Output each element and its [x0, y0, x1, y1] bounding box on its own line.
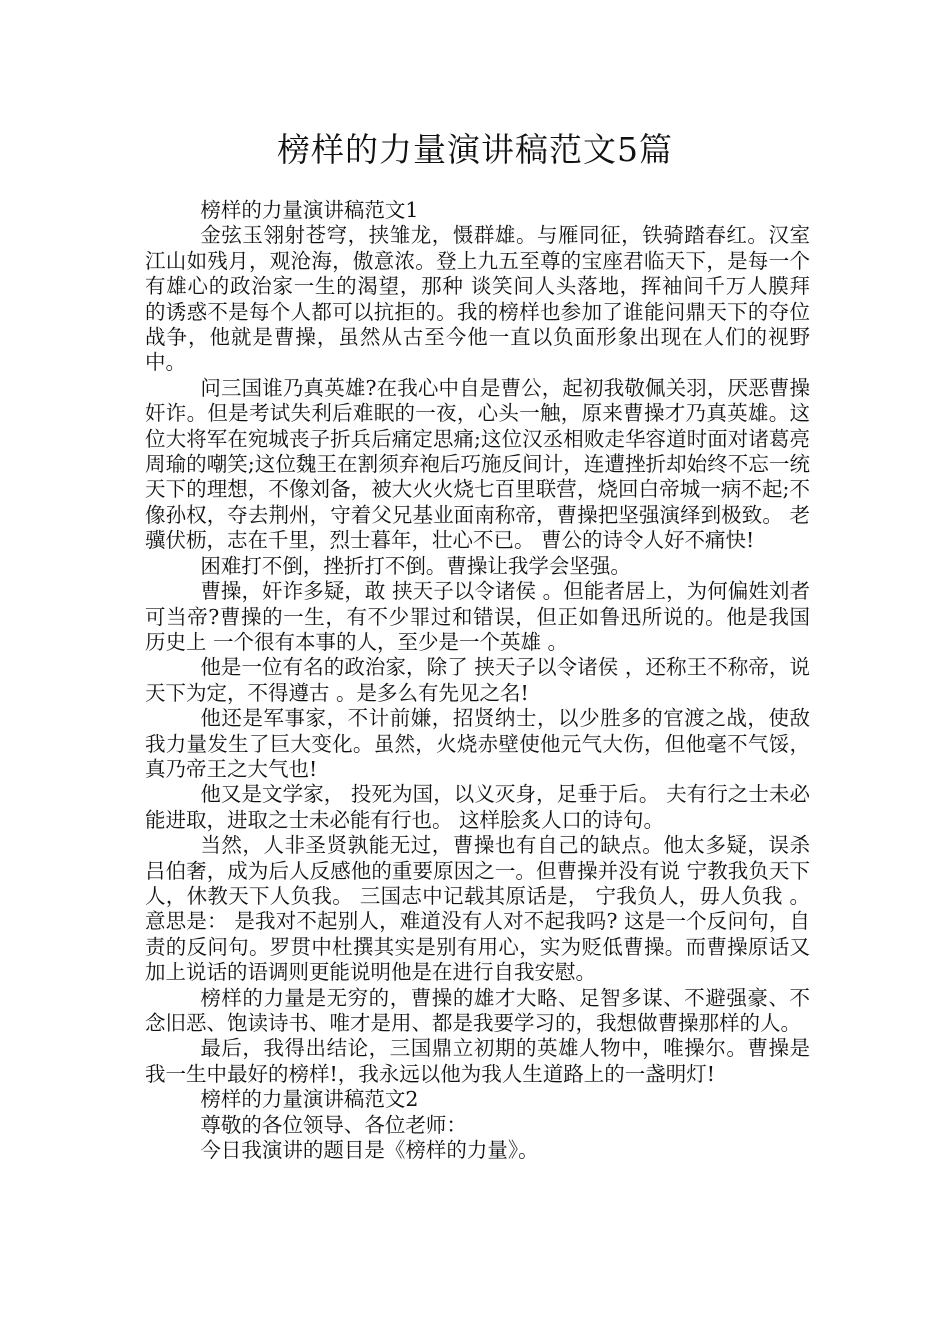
document-body	[145, 198, 810, 1163]
document-title: 榜样的力量演讲稿范文5篇	[277, 130, 673, 169]
section-heading-2: 榜样的力量演讲稿范文2	[200, 1087, 419, 1112]
paragraph: 他是一位有名的政治家，除了 挟天子以令诸侯 ，还称王不称帝，说 天下为定，不得遵古 。是多么有先见之名!	[145, 655, 810, 705]
paragraph: 他还是军事家，不计前嫌，招贤纳士，以少胜多的官渡之战，使敌我力量发生了巨大变化。虽然，火烧赤壁使他元气大伤，但他毫不气馁，真乃帝王之大气也!	[145, 706, 810, 781]
paragraph: 困难打不倒，挫折打不倒。曹操让我学会坚强。	[200, 553, 631, 578]
paragraph: 今日我演讲的题目是《榜样的力量》。	[200, 1138, 539, 1163]
paragraph: 最后，我得出结论，三国鼎立初期的英雄人物中，唯操尔。曹操是我一生中最好的榜样!，我永远以他为我人生道路上的一盏明灯!	[145, 1036, 810, 1086]
paragraph: 他又是文学家， 投死为国，以义灭身，足垂于后。 夫有行之士未必能进取，进取之士未必能有行也。 这样脍炙人口的诗句。	[145, 782, 810, 832]
paragraph: 榜样的力量是无穷的，曹操的雄才大略、足智多谋、不避强豪、不念旧恶、饱读诗书、唯才是用、都是我要学习的，我想做曹操那样的人。	[145, 985, 810, 1035]
paragraph: 曹操，奸诈多疑，敢 挟天子以令诸侯 。但能者居上，为何偏姓刘者可当帝?曹操的一生，有不少罪过和错误，但正如鲁迅所说的。他是我国历史上 一个很有本事的人，至少是一个英雄 。	[145, 579, 810, 654]
salutation: 尊敬的各位领导、各位老师：	[200, 1112, 467, 1137]
paragraph: 问三国谁乃真英雄?在我心中自是曹公，起初我敬佩关羽，厌恶曹操奸诈。但是考试失利后难眠的一夜，心头一触，原来曹操才乃真英雄。这位大将军在宛城丧子折兵后痛定思痛;这位汉丞相败走华容道时面对诸葛亮周瑜的嘲笑;这位魏王在割须弃袍后巧施反间计，连遭挫折却始终不忘一统天下的理想，不像刘备，被大火火烧七百里联营，烧回白帝城一病不起;不像孙权，夺去荆州，守着父兄基业面南称帝，曹操把坚强演绎到极致。 老骥伏枥，志在千里，烈士暮年，壮心不已。 曹公的诗令人好不痛快!	[145, 375, 810, 553]
section-heading-1: 榜样的力量演讲稿范文1	[200, 198, 419, 222]
paragraph: 金弦玉翎射苍穹，挟雏龙，慑群雄。与雁同征，铁骑踏春红。汉室江山如残月，观沧海，傲意浓。登上九五至尊的宝座君临天下，是每一个有雄心的政治家一生的渴望，那种 谈笑间人头落地，挥袖间千万人膜拜 的诱惑不是每个人都可以抗拒的。我的榜样也参加了谁能问鼎天下的夺位战争，他就是曹操，虽然从古至今他一直以负面形象出现在人们的视野中。	[145, 223, 810, 375]
paragraph: 当然，人非圣贤孰能无过，曹操也有自己的缺点。他太多疑，误杀吕伯奢，成为后人反感他的重要原因之一。但曹操并没有说 宁教我负天下人，休教天下人负我。 三国志中记载其原话是， 宁我负人，毋人负我 。意思是： 是我对不起别人，难道没有人对不起我吗? 这是一个反问句，自责的反问句。罗贯中杜撰其实是别有用心，实为贬低曹操。而曹操原话又加上说话的语调则更能说明他是在进行自我安慰。	[145, 833, 810, 985]
